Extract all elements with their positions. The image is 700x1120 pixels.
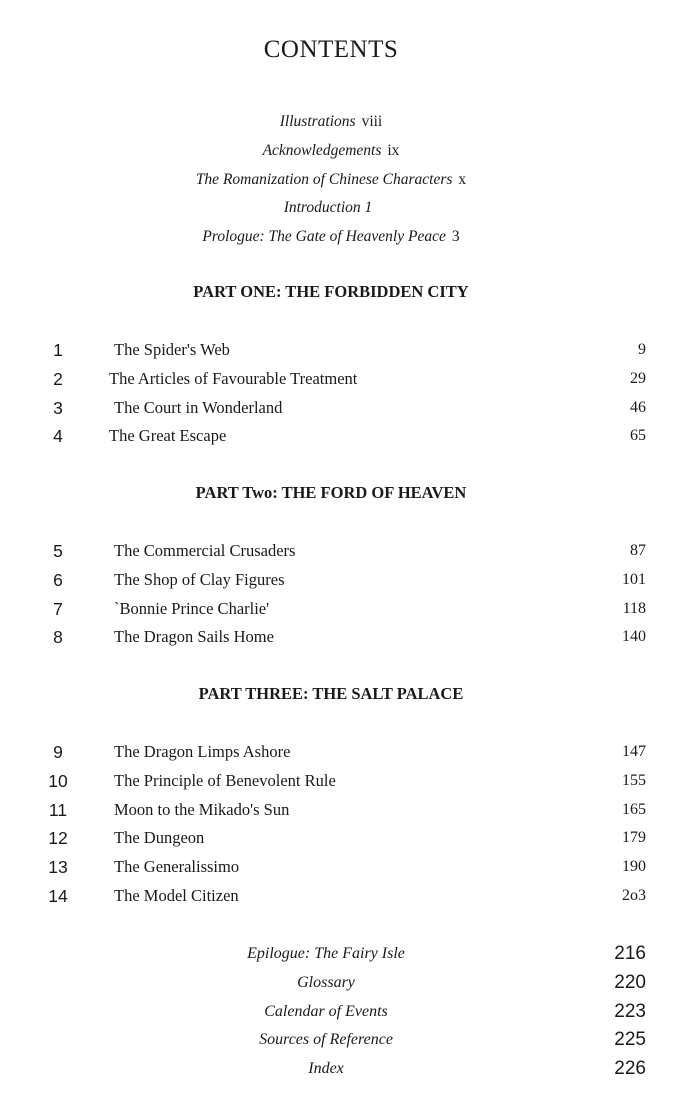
front-matter-title: Acknowledgements xyxy=(262,141,382,159)
chapter-row xyxy=(0,738,700,767)
front-matter-title: The Romanization of Chinese Characters xyxy=(195,170,453,188)
front-matter-page: ix xyxy=(387,141,400,159)
chapter-row xyxy=(0,796,700,825)
chapter-number: 2 xyxy=(53,368,63,389)
chapter-title: The Court in Wonderland xyxy=(114,397,283,417)
chapter-number: 1 xyxy=(53,340,63,360)
chapter-page: 155 xyxy=(622,771,646,789)
chapter-row xyxy=(0,422,700,451)
chapter-title: The Great Escape xyxy=(109,426,227,446)
chapter-title: The Articles of Favourable Treatment xyxy=(109,368,358,388)
front-matter-title: Introduction 1 xyxy=(283,199,373,217)
chapter-row xyxy=(0,882,700,911)
chapter-page: 147 xyxy=(622,743,646,760)
chapter-number: 3 xyxy=(53,397,63,418)
chapter-number: 4 xyxy=(53,426,63,447)
chapter-row xyxy=(0,853,700,882)
chapter-number: 14 xyxy=(48,885,68,906)
chapter-page: 65 xyxy=(630,427,646,445)
chapter-page: 140 xyxy=(622,628,646,646)
back-matter-item xyxy=(0,1026,700,1055)
back-matter-title: Sources of Reference xyxy=(259,1031,393,1049)
back-matter-page: 226 xyxy=(614,1058,646,1080)
chapter-title: The Dragon Limps Ashore xyxy=(114,742,291,761)
chapter-row xyxy=(0,394,700,423)
back-matter-title: Index xyxy=(308,1060,344,1078)
chapter-title: `Bonnie Prince Charlie' xyxy=(114,598,270,618)
chapter-title: The Commercial Crusaders xyxy=(114,541,296,560)
back-matter-page: 223 xyxy=(614,1000,646,1022)
chapter-page: 2o3 xyxy=(622,886,646,904)
front-matter-page: viii xyxy=(361,113,383,130)
chapter-page: 165 xyxy=(622,800,646,818)
chapter-row xyxy=(0,824,700,853)
chapter-title: The Shop of Clay Figures xyxy=(114,569,285,589)
chapter-title: The Dragon Sails Home xyxy=(114,627,274,647)
chapter-number: 10 xyxy=(48,770,68,791)
back-matter-item xyxy=(0,940,700,969)
front-matter-item xyxy=(0,223,662,252)
chapter-number: 5 xyxy=(53,541,63,561)
chapter-number: 12 xyxy=(48,828,68,849)
front-matter-item xyxy=(0,166,662,195)
chapter-title: Moon to the Mikado's Sun xyxy=(114,799,290,819)
back-matter-title: Epilogue: The Fairy Isle xyxy=(247,945,405,962)
part-heading: PART Two: THE FORD OF HEAVEN xyxy=(195,483,467,502)
chapter-list xyxy=(0,537,700,652)
back-matter-item xyxy=(0,1055,700,1084)
chapter-page: 87 xyxy=(630,542,646,559)
front-matter-page: 3 xyxy=(451,228,460,246)
chapter-page: 29 xyxy=(630,369,646,387)
chapter-row xyxy=(0,566,700,595)
chapter-page: 101 xyxy=(622,570,646,588)
chapter-page: 9 xyxy=(638,341,646,358)
chapter-title: The Generalissimo xyxy=(114,857,240,877)
back-matter-item xyxy=(0,998,700,1027)
chapter-number: 6 xyxy=(53,569,63,590)
back-matter-title: Glossary xyxy=(297,973,355,991)
front-matter-list xyxy=(0,108,662,252)
chapter-list xyxy=(0,336,700,451)
front-matter-item xyxy=(0,137,662,166)
chapter-row xyxy=(0,623,700,652)
chapter-row xyxy=(0,365,700,394)
chapter-number: 9 xyxy=(53,742,63,762)
chapter-page: 190 xyxy=(622,858,646,876)
chapter-list xyxy=(0,738,700,911)
back-matter-list xyxy=(0,940,700,1084)
chapter-number: 13 xyxy=(48,857,68,878)
front-matter-item xyxy=(0,194,662,223)
back-matter-page: 220 xyxy=(614,971,646,993)
chapter-page: 179 xyxy=(622,829,646,847)
chapter-page: 118 xyxy=(622,599,646,617)
page-title: CONTENTS xyxy=(263,36,399,63)
front-matter-page: x xyxy=(458,170,467,188)
chapter-number: 11 xyxy=(48,799,68,820)
chapter-title: The Spider's Web xyxy=(114,340,230,359)
part-heading: PART THREE: THE SALT PALACE xyxy=(198,684,464,703)
part-heading: PART ONE: THE FORBIDDEN CITY xyxy=(193,282,469,301)
front-matter-title: Illustrations xyxy=(279,113,356,130)
chapter-row xyxy=(0,336,700,365)
chapter-row xyxy=(0,767,700,796)
back-matter-item xyxy=(0,969,700,998)
chapter-number: 7 xyxy=(53,598,63,619)
back-matter-title: Calendar of Events xyxy=(264,1002,388,1020)
back-matter-page: 225 xyxy=(614,1029,646,1051)
back-matter-page: 216 xyxy=(614,943,646,964)
chapter-row xyxy=(0,595,700,624)
chapter-title: The Dungeon xyxy=(114,828,205,848)
chapter-title: The Principle of Benevolent Rule xyxy=(114,770,336,790)
chapter-title: The Model Citizen xyxy=(114,885,239,905)
chapter-page: 46 xyxy=(630,398,646,416)
chapter-number: 8 xyxy=(53,627,63,648)
front-matter-item xyxy=(0,108,662,137)
chapter-row xyxy=(0,537,700,566)
front-matter-title: Prologue: The Gate of Heavenly Peace xyxy=(202,228,446,246)
